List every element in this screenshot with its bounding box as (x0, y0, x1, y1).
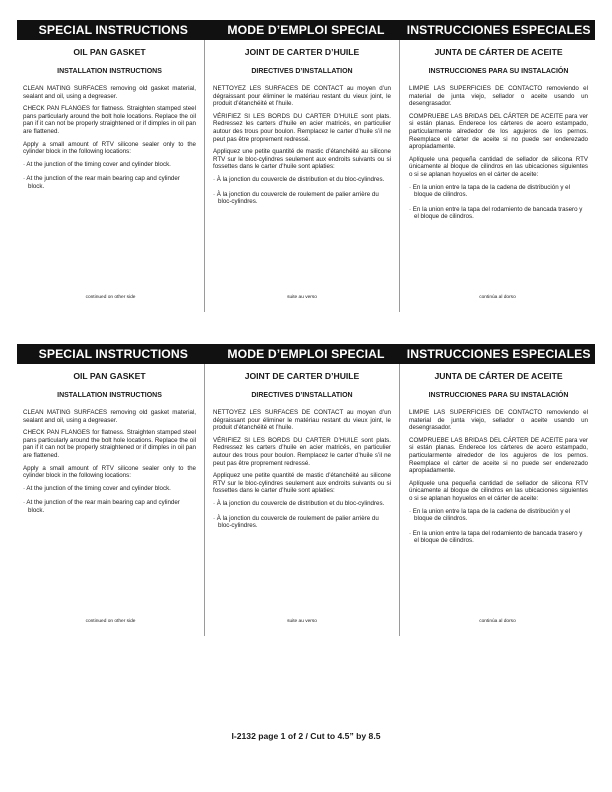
french-continued-note: suite au verso (287, 295, 317, 300)
page-footer: I-2132 page 1 of 2 / Cut to 4.5” by 8.5 (231, 731, 381, 741)
french-paragraph: Appliquez une petite quantité de mastic d’étanchéité au silicone RTV sur le bloc-cylindres seulement aux endroits suivants ou si fossettes dans le carter d’huile sont aplaties: (213, 148, 391, 171)
english-paragraph: CLEAN MATING SURFACES removing old gasket material, sealant and oil, using a degreaser. (23, 85, 196, 100)
french-paragraph: VÉRIFIEZ SI LES BORDS DU CARTER D’HUILE sont plats. Redressez les carters d’huile en acier matricés, en particulier autour des trous pour boulon. Remplacez le carter d’huile s’il ne peut pas être proprement redressé. (213, 436, 391, 467)
instruction-card-bottom (17, 344, 595, 636)
header-french: MODE D’EMPLOI SPECIAL (227, 23, 385, 37)
spanish-subtitle: INSTRUCCIONES PARA SU INSTALACIÓN (428, 68, 569, 75)
english-paragraph: CHECK PAN FLANGES for flatness. Straighten stamped steel pans particularly around the bolt hole locations. Replace the oil pan if it can not be properly straightened or if dimples in oil pan are flattened. (23, 429, 196, 459)
header-french: MODE D’EMPLOI SPECIAL (227, 347, 385, 361)
french-subtitle: DIRECTIVES D’INSTALLATION (251, 68, 353, 75)
spanish-bullet: · En la union entre la tapa del rodamiento de bancada trasero y el bloque de cilindros. (409, 205, 583, 221)
english-continued-note: continued on other side (85, 619, 136, 624)
english-title: OIL PAN GASKET (73, 47, 146, 57)
english-subtitle: INSTALLATION INSTRUCTIONS (57, 392, 162, 399)
header-bar (17, 20, 595, 40)
french-paragraph: NETTOYEZ LES SURFACES DE CONTACT au moyen d’un dégraissant pour éliminer le matériau restant du vieux joint, le produit d’étanchéité et l’huile. (213, 409, 391, 432)
english-column (17, 364, 204, 636)
english-column (17, 40, 204, 312)
header-spanish: INSTRUCCIONES ESPECIALES (406, 23, 591, 37)
spanish-paragraph: Aplíquele una pequeña cantidad de sellador de silicona RTV únicamente al bloque de cilindros en las ubicaciones siguientes o si se aplanan hoyuelos en el cárter de aceite: (409, 155, 588, 178)
spanish-paragraph: COMPRUEBE LAS BRIDAS DEL CÁRTER DE ACEITE para ver si están planas. Enderece los cárteres de acero estampado, particularmente alrededor de los agujeros de los pernos. Reemplace el cárter de aceite si no puede ser enderezado apropiadamente. (409, 112, 588, 151)
spanish-paragraph: LIMPIE LAS SUPERFICIES DE CONTACTO removiendo el material de junta viejo, sellador o aceite usando un desengrasador. (409, 409, 588, 432)
spanish-bullet: · En la union entre la tapa de la cadena de distribución y el bloque de cilindros. (409, 507, 570, 523)
english-bullet: · At the junction of the rear main bearing cap and cylinder block. (23, 175, 180, 190)
english-title: OIL PAN GASKET (73, 371, 146, 381)
spanish-column (399, 364, 595, 636)
spanish-paragraph: COMPRUEBE LAS BRIDAS DEL CÁRTER DE ACEITE para ver si están planas. Enderece los cárteres de acero estampado, particularmente alrededor de los agujeros de los pernos. Reemplace el cárter de aceite si no puede ser enderezado apropiadamente. (409, 436, 588, 475)
spanish-column (399, 40, 595, 312)
english-paragraph: Apply a small amount of RTV silicone sealer only to the cylinder block in the following locations: (23, 464, 196, 480)
french-paragraph: NETTOYEZ LES SURFACES DE CONTACT au moyen d’un dégraissant pour éliminer le matériau restant du vieux joint, le produit d’étanchéité et l’huile. (213, 85, 391, 108)
english-bullet: · At the junction of the rear main bearing cap and cylinder block. (23, 499, 180, 514)
header-bar (17, 344, 595, 364)
english-paragraph: Apply a small amount of RTV silicone sealer only to the cylinder block in the following locations: (23, 140, 196, 156)
spanish-title: JUNTA DE CÁRTER DE ACEITE (434, 371, 563, 381)
header-spanish: INSTRUCCIONES ESPECIALES (406, 347, 591, 361)
spanish-bullet: · En la union entre la tapa de la cadena de distribución y el bloque de cilindros. (409, 183, 570, 199)
french-title: JOINT DE CARTER D’HUILE (244, 47, 360, 57)
french-title: JOINT DE CARTER D’HUILE (244, 371, 360, 381)
english-paragraph: CHECK PAN FLANGES for flatness. Straighten stamped steel pans particularly around the bolt hole locations. Replace the oil pan if it can not be properly straightened or if dimples in oil pan are flattened. (23, 105, 196, 135)
spanish-paragraph: LIMPIE LAS SUPERFICIES DE CONTACTO removiendo el material de junta viejo, sellador o aceite usando un desengrasador. (409, 85, 588, 108)
english-paragraph: CLEAN MATING SURFACES removing old gasket material, sealant and oil, using a degreaser. (23, 409, 196, 424)
spanish-title: JUNTA DE CÁRTER DE ACEITE (434, 47, 563, 57)
spanish-continued-note: continúa al dorso (479, 295, 516, 300)
spanish-subtitle: INSTRUCCIONES PARA SU INSTALACIÓN (428, 392, 569, 399)
french-paragraph: VÉRIFIEZ SI LES BORDS DU CARTER D’HUILE sont plats. Redressez les carters d’huile en acier matricés, en particulier autour des trous pour boulon. Remplacez le carter d’huile s’il ne peut pas être proprement redressé. (213, 112, 391, 143)
french-column (204, 364, 399, 636)
english-subtitle: INSTALLATION INSTRUCTIONS (57, 68, 162, 75)
english-bullet: · At the junction of the timing cover and cylinder block. (23, 484, 171, 492)
header-english: SPECIAL INSTRUCTIONS (38, 347, 189, 361)
english-continued-note: continued on other side (85, 295, 136, 300)
french-bullet: · À la jonction du couvercle de distribution et du bloc-cylindres. (213, 175, 385, 183)
header-english: SPECIAL INSTRUCTIONS (38, 23, 189, 37)
spanish-paragraph: Aplíquele una pequeña cantidad de sellador de silicona RTV únicamente al bloque de cilindros en las ubicaciones siguientes o si se aplanan hoyuelos en el cárter de aceite: (409, 479, 588, 502)
french-subtitle: DIRECTIVES D’INSTALLATION (251, 392, 353, 399)
french-paragraph: Appliquez une petite quantité de mastic d’étanchéité au silicone RTV sur le bloc-cylindres seulement aux endroits suivants ou si fossettes dans le carter d’huile sont aplaties: (213, 472, 391, 495)
french-continued-note: suite au verso (287, 619, 317, 624)
french-bullet: · À la jonction du couvercle de roulement de palier arrière du bloc-cylindres. (213, 514, 379, 530)
spanish-bullet: · En la union entre la tapa del rodamiento de bancada trasero y el bloque de cilindros. (409, 529, 583, 545)
french-bullet: · À la jonction du couvercle de distribution et du bloc-cylindres. (213, 499, 385, 507)
english-bullet: · At the junction of the timing cover and cylinder block. (23, 160, 171, 168)
french-bullet: · À la jonction du couvercle de roulement de palier arrière du bloc-cylindres. (213, 190, 379, 206)
french-column (204, 40, 399, 312)
instruction-card-top (17, 20, 595, 312)
spanish-continued-note: continúa al dorso (479, 619, 516, 624)
